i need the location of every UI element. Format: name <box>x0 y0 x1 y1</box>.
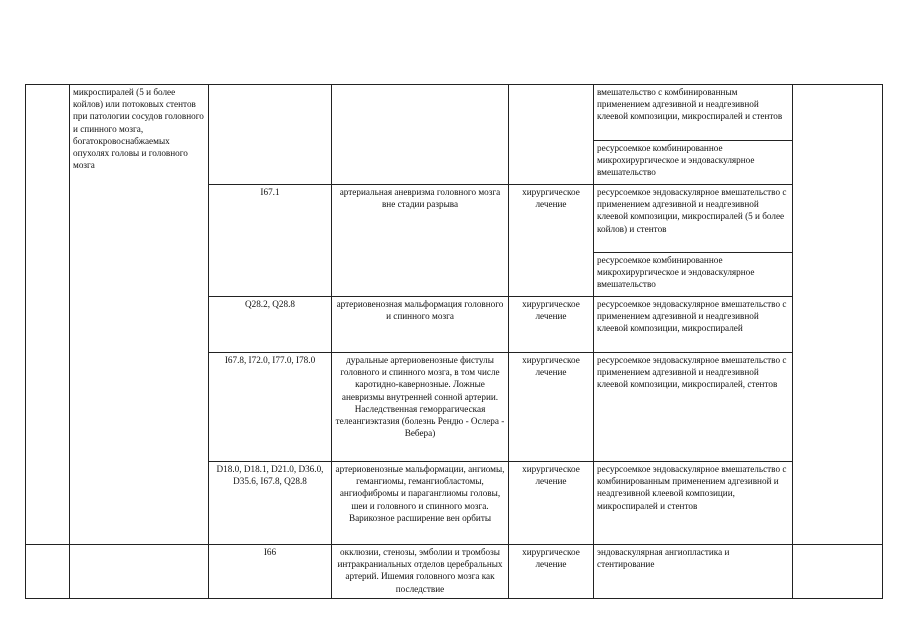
disease-cell: артериальная аневризма головного мозга вне стадии разрыва <box>332 185 509 297</box>
code-cell: Q28.2, Q28.8 <box>209 297 332 353</box>
method-cell: вмешательство с комбинированным применением адгезивной и неадгезивной клеевой композиции, микроспиралей и стентов <box>594 85 793 141</box>
treatment-type-cell: хирургическое лечение <box>509 462 594 545</box>
disease-cell: артериовенозные мальформации, ангиомы, гемангиомы, гемангиобластомы, ангиофибромы и параганглиомы головы, шеи и головного и спинного мозга. Варикозное расширение вен орбиты <box>332 462 509 545</box>
method-cell: ресурсоемкое эндоваскулярное вмешательство с применением адгезивной и неадгезивной клеевой композиции, микроспиралей <box>594 297 793 353</box>
method-cell: эндоваскулярная ангиопластика и стентирование <box>594 545 793 599</box>
treatment-type-cell: хирургическое лечение <box>509 353 594 462</box>
method-cell: ресурсоемкое эндоваскулярное вмешательство с применением адгезивной и неадгезивной клеевой композиции, микроспиралей, стентов <box>594 353 793 462</box>
code-cell: D18.0, D18.1, D21.0, D36.0, D35.6, I67.8, Q28.8 <box>209 462 332 545</box>
table-row <box>26 85 883 141</box>
number-cell <box>26 85 70 545</box>
method-name-cell <box>70 545 209 599</box>
medical-care-table <box>25 84 883 599</box>
number-cell <box>26 545 70 599</box>
treatment-type-cell <box>509 85 594 185</box>
method-cell: ресурсоемкое эндоваскулярное вмешательство с применением адгезивной и неадгезивной клеевой композиции, микроспиралей (5 и более койлов) и стентов <box>594 185 793 253</box>
disease-cell: окклюзии, стенозы, эмболии и тромбозы интракраниальных отделов церебральных артерий. Ишемия головного мозга как последствие <box>332 545 509 599</box>
method-cell: ресурсоемкое комбинированное микрохирургическое и эндоваскулярное вмешательство <box>594 253 793 297</box>
disease-cell <box>332 85 509 185</box>
method-cell: ресурсоемкое комбинированное микрохирургическое и эндоваскулярное вмешательство <box>594 141 793 185</box>
norm-cell <box>793 85 883 545</box>
treatment-type-cell: хирургическое лечение <box>509 297 594 353</box>
disease-cell: дуральные артериовенозные фистулы головного и спинного мозга, в том числе каротидно-кавернозные. Ложные аневризмы внутренней сонной артерии. Наследственная геморрагическая телеангиэктазия (болезнь Рендю - Ослера - Вебера) <box>332 353 509 462</box>
norm-cell <box>793 545 883 599</box>
treatment-type-cell: хирургическое лечение <box>509 545 594 599</box>
table-row <box>26 545 883 599</box>
code-cell: I67.8, I72.0, I77.0, I78.0 <box>209 353 332 462</box>
method-name-cell: микроспиралей (5 и более койлов) или потоковых стентов при патологии сосудов головного и спинного мозга, богатокровоснабжаемых опухолях головы и головного мозга <box>70 85 209 545</box>
treatment-type-cell: хирургическое лечение <box>509 185 594 297</box>
code-cell: I66 <box>209 545 332 599</box>
code-cell <box>209 85 332 185</box>
method-cell: ресурсоемкое эндоваскулярное вмешательство с комбинированным применением адгезивной и неадгезивной клеевой композиции, микроспиралей и стентов <box>594 462 793 545</box>
code-cell: I67.1 <box>209 185 332 297</box>
disease-cell: артериовенозная мальформация головного и спинного мозга <box>332 297 509 353</box>
